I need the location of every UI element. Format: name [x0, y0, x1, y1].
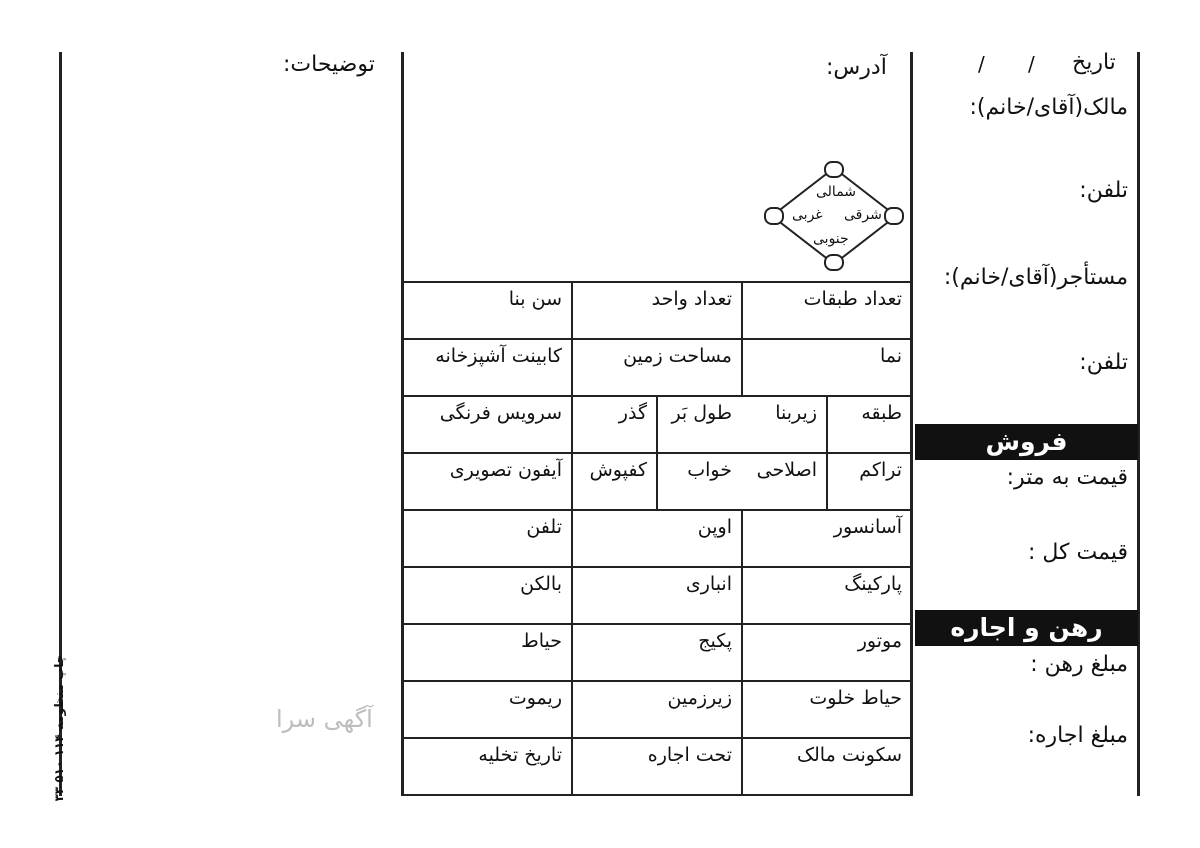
cell-street-width: گذر — [618, 402, 647, 424]
compass-diamond-icon — [764, 160, 904, 272]
owner-phone-label: تلفن: — [1079, 178, 1128, 203]
description-divider-line — [401, 52, 404, 796]
cell-unit-count: تعداد واحد — [651, 288, 732, 310]
cell-owner-resident: سکونت مالک — [797, 744, 902, 766]
grid-line-bottom — [402, 794, 912, 796]
cell-built-area: زیربنا — [775, 402, 817, 424]
cell-remote: ریموت — [508, 687, 562, 709]
tenant-phone-label: تلفن: — [1079, 350, 1128, 375]
cell-telephone: تلفن — [526, 516, 562, 538]
grid-line-7 — [402, 680, 912, 682]
total-price-label: قیمت کل : — [1027, 540, 1128, 565]
sale-banner: فروش — [915, 424, 1138, 460]
cell-package-heater: پکیج — [698, 630, 732, 652]
cell-western-toilet: سرویس فرنگی — [439, 402, 562, 424]
cell-backyard: حیاط خلوت — [809, 687, 902, 709]
cell-basement: زیرزمین — [667, 687, 732, 709]
grid-col-line-b-bottom — [741, 509, 743, 795]
cell-vacate-date: تاریخ تخلیه — [478, 744, 562, 766]
compass-east-label: شرقی — [844, 207, 882, 223]
cell-bedrooms: خواب — [687, 459, 732, 481]
cell-floor-count: تعداد طبقات — [803, 288, 902, 310]
date-separator-1: / — [1028, 52, 1035, 76]
cell-land-area: مساحت زمین — [623, 345, 732, 367]
watermark: آگهی سرا — [276, 705, 373, 733]
date-separator-2: / — [978, 52, 985, 76]
compass-north-label: شمالی — [816, 184, 857, 200]
price-per-meter-label: قیمت به متر: — [1006, 465, 1128, 490]
compass-west-label: غربی — [792, 207, 823, 223]
grid-line-8 — [402, 737, 912, 739]
rent-amount-label: مبلغ اجاره: — [1027, 723, 1128, 748]
deposit-label: مبلغ رهن : — [1030, 652, 1128, 677]
cell-video-intercom: آیفون تصویری — [449, 459, 562, 481]
grid-line-6 — [402, 623, 912, 625]
cell-parking: پارکینگ — [844, 573, 902, 595]
cell-balcony: بالکن — [520, 573, 562, 595]
cell-building-age: سن بنا — [508, 288, 562, 310]
cell-storage: انباری — [685, 573, 732, 595]
date-label: تاریخ — [1072, 50, 1116, 75]
description-label: توضیحات: — [283, 52, 375, 77]
cell-floor: طبقه — [861, 402, 902, 424]
cell-correction: اصلاحی — [756, 459, 817, 481]
grid-col-line-d — [826, 396, 828, 510]
grid-col-line-b-top — [741, 282, 743, 396]
side-print-text: چاپ منظومه ۱۱۴ ۵۱۰ ۳۳ — [52, 654, 66, 802]
cell-open-kitchen: اوپن — [697, 516, 732, 538]
cell-facade: نما — [879, 345, 902, 367]
grid-line-top — [402, 281, 912, 283]
grid-line-5 — [402, 566, 912, 568]
compass-south-label: جنوبی — [813, 231, 849, 247]
cell-elevator: آسانسور — [833, 516, 902, 538]
grid-col-line-c — [656, 396, 658, 510]
owner-label: مالک(آقای/خانم): — [969, 95, 1128, 120]
cell-frontage-length: طول بَر — [671, 402, 732, 424]
address-divider-line — [910, 52, 913, 796]
rent-banner: رهن و اجاره — [915, 610, 1138, 646]
cell-density: تراکم — [859, 459, 902, 481]
tenant-label: مستأجر(آقای/خانم): — [943, 265, 1128, 290]
side-print-mark — [52, 628, 68, 828]
cell-kitchen-cabinet: کابینت آشپزخانه — [435, 345, 562, 367]
compass-diagram — [764, 160, 904, 272]
cell-yard: حیاط — [521, 630, 562, 652]
grid-col-line-a — [571, 282, 573, 795]
grid-line-1 — [402, 338, 912, 340]
cell-motor: موتور — [857, 630, 902, 652]
cell-flooring: کفپوش — [589, 459, 647, 481]
address-label: آدرس: — [826, 55, 887, 80]
cell-under-lease: تحت اجاره — [647, 744, 732, 766]
